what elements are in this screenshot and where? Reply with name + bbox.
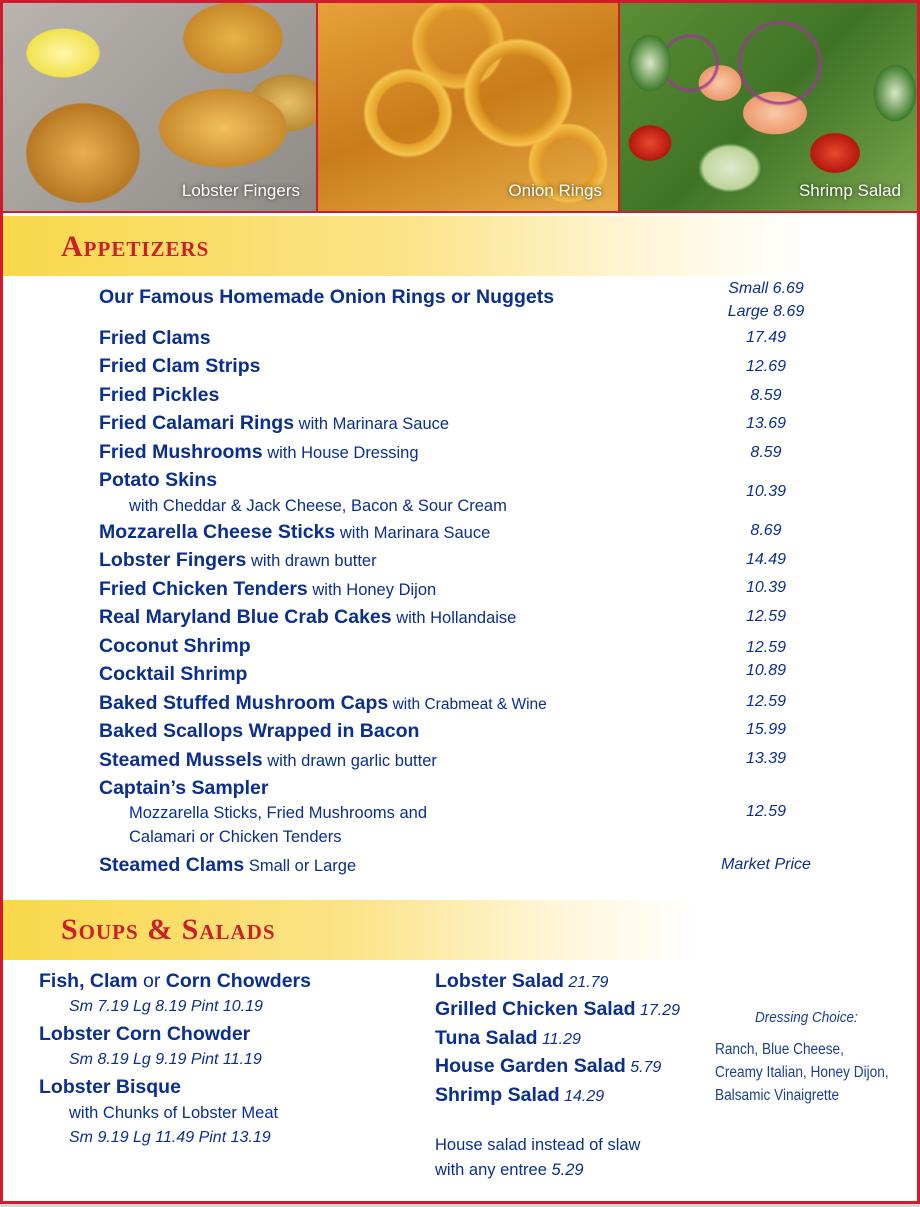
menu-item: Steamed Mussels with drawn garlic butter xyxy=(99,749,437,771)
item-description: Mozzarella Sticks, Fried Mushrooms and xyxy=(129,804,428,822)
item-price: 12.69 xyxy=(745,358,787,375)
menu-item: Coconut Shrimp xyxy=(99,635,251,657)
item-price: 10.39 xyxy=(745,579,787,596)
shrimp-salad-photo xyxy=(620,3,917,213)
item-price: 12.59 xyxy=(745,639,787,656)
item-price: 15.99 xyxy=(745,721,787,738)
menu-item: Fried Calamari Rings with Marinara Sauce xyxy=(99,412,450,434)
menu-item: Fried Chicken Tenders with Honey Dijon xyxy=(99,578,437,600)
dressing-title: Dressing Choice: xyxy=(755,1009,858,1026)
menu-item: Fried Pickles xyxy=(99,384,220,406)
salad-item: Grilled Chicken Salad 17.29 xyxy=(435,998,680,1020)
soup-prices: Sm 9.19 Lg 11.49 Pint 13.19 xyxy=(69,1129,271,1146)
soup-item: Lobster Corn Chowder xyxy=(39,1023,251,1045)
item-price: 10.89 xyxy=(745,662,787,679)
item-price: 12.59 xyxy=(745,803,787,820)
dressing-line: Creamy Italian, Honey Dijon, xyxy=(715,1064,889,1081)
salad-item: House Garden Salad 5.79 xyxy=(435,1055,662,1077)
salad-item: Lobster Salad 21.79 xyxy=(435,970,609,992)
item-price: Small 6.69 xyxy=(728,280,804,297)
photo-strip xyxy=(3,3,917,213)
photo-caption: Onion Rings xyxy=(508,181,602,200)
item-price: 17.49 xyxy=(745,329,787,346)
menu-item: Steamed Clams Small or Large xyxy=(99,854,357,876)
item-price: 14.49 xyxy=(745,551,787,568)
item-price: 13.69 xyxy=(745,415,787,432)
appetizers-heading: Appetizers xyxy=(61,230,210,263)
dressing-line: Balsamic Vinaigrette xyxy=(715,1087,840,1104)
item-price: 10.39 xyxy=(745,483,787,500)
photo-caption: Shrimp Salad xyxy=(798,181,901,200)
house-salad-note: House salad instead of slaw xyxy=(435,1136,641,1154)
house-salad-note-line2: with any entree 5.29 xyxy=(435,1161,584,1179)
soup-item: Lobster Bisque xyxy=(39,1076,181,1098)
lobster-fingers-photo xyxy=(3,3,318,213)
soup-prices: Sm 7.19 Lg 8.19 Pint 10.19 xyxy=(69,998,263,1015)
item-price: 8.59 xyxy=(750,387,782,404)
appetizers-header-band xyxy=(3,216,917,276)
item-price: 12.59 xyxy=(745,693,787,710)
soup-item: Fish, Clam or Corn Chowders xyxy=(39,970,311,992)
item-description: with Cheddar & Jack Cheese, Bacon & Sour Cream xyxy=(129,497,507,515)
item-price: 13.39 xyxy=(745,750,787,767)
menu-item: Real Maryland Blue Crab Cakes with Hollandaise xyxy=(99,606,517,628)
menu-item: Potato Skins xyxy=(99,469,218,491)
menu-item: Mozzarella Cheese Sticks with Marinara Sauce xyxy=(99,521,491,543)
soups-salads-header-band xyxy=(3,900,793,960)
item-price: Market Price xyxy=(721,856,811,873)
onion-rings-photo xyxy=(318,3,620,213)
menu-item: Fried Clam Strips xyxy=(99,355,261,377)
photo-caption: Lobster Fingers xyxy=(181,181,300,200)
salad-item: Tuna Salad 11.29 xyxy=(435,1027,581,1049)
menu-item: Our Famous Homemade Onion Rings or Nuggets xyxy=(99,286,555,308)
menu-item: Captain’s Sampler xyxy=(99,777,269,799)
soup-prices: Sm 8.19 Lg 9.19 Pint 11.19 xyxy=(69,1051,262,1068)
item-price: 12.59 xyxy=(745,608,787,625)
menu-item: Baked Scallops Wrapped in Bacon xyxy=(99,720,420,742)
soup-description: with Chunks of Lobster Meat xyxy=(69,1104,279,1122)
house-salad-price: 5.29 xyxy=(551,1161,584,1179)
salad-item: Shrimp Salad 14.29 xyxy=(435,1084,605,1106)
menu-item: Fried Clams xyxy=(99,327,211,349)
menu-item: Fried Mushrooms with House Dressing xyxy=(99,441,419,463)
soups-salads-heading: Soups & Salads xyxy=(61,913,276,946)
item-price-large: Large 8.69 xyxy=(727,303,805,320)
menu-item: Cocktail Shrimp xyxy=(99,663,248,685)
dressing-line: Ranch, Blue Cheese, xyxy=(715,1041,844,1058)
item-price: 8.69 xyxy=(750,522,782,539)
item-description: Calamari or Chicken Tenders xyxy=(129,828,342,846)
menu-item: Baked Stuffed Mushroom Caps with Crabmeat & Wine xyxy=(99,692,547,714)
item-price: 8.59 xyxy=(750,444,782,461)
menu-item: Lobster Fingers with drawn butter xyxy=(99,549,377,571)
